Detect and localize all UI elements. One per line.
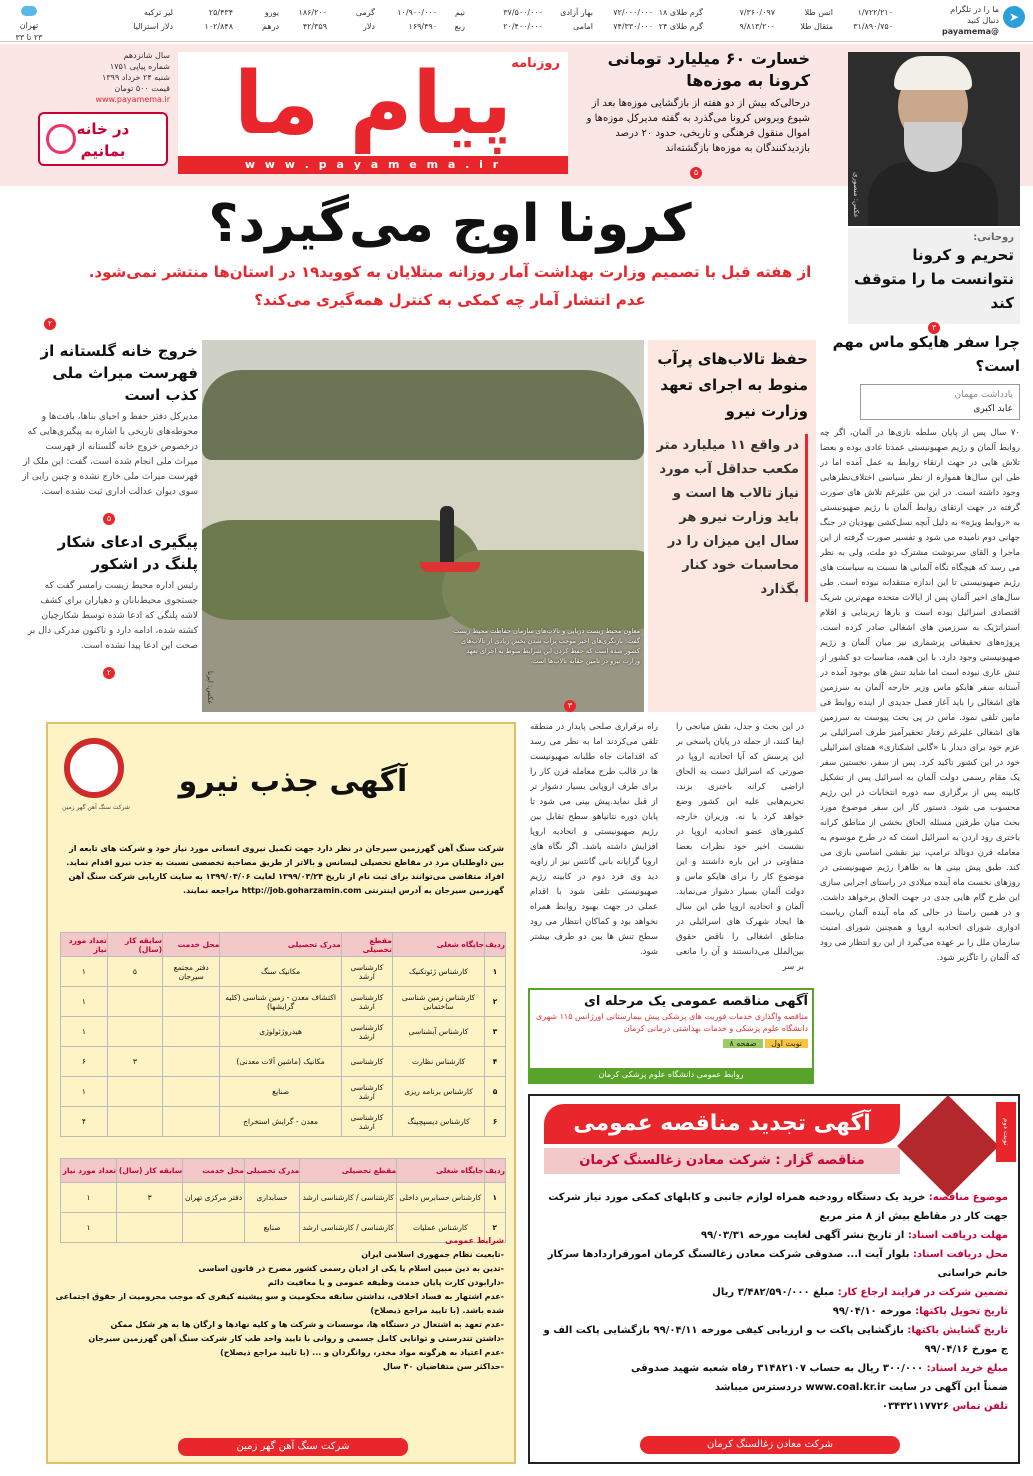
weather-city: تهران [19, 21, 39, 30]
table-cell: مکانیک سنگ [220, 957, 342, 987]
telegram-line2: دنبال کنید [967, 16, 999, 25]
ticker-col-3-values: ۷۲/۰۰۰/۰۰۰ ۷۴/۳۳۰/۰۰۰ [613, 8, 653, 31]
table-cell: کارشناس ژئوتکنیک [392, 957, 484, 987]
table-cell: کارشناس دیسپچینگ [392, 1107, 484, 1137]
left-column [20, 340, 198, 685]
page-ref: ۵ [690, 167, 702, 179]
table-cell: کارشناس عملیات [397, 1213, 484, 1243]
rouhani-photo [848, 52, 1020, 226]
table-cell [107, 1017, 162, 1047]
tender-big-footer: شرکت معادن زغالسنگ کرمان [640, 1436, 900, 1454]
ticker-col-1-labels: انس طلا مثقال طلا [800, 8, 833, 31]
telegram-box[interactable] [900, 4, 1025, 37]
table-cell: معدن - گرایش استخراج [220, 1107, 342, 1137]
table-cell: ۱ [485, 957, 506, 987]
golestaneh-headline[interactable]: خروج خانه گلستانه از فهرست میراث ملی کذب است [40, 342, 198, 404]
table-cell [107, 1107, 162, 1137]
table-cell: صنایع [220, 1077, 342, 1107]
tender-item: موضوع مناقصه: خرید یک دستگاه رودخبه همراه لوازم جانبی و کابلهای کمکی مورد نیاز شرکت جهت کار در مقاطع بیش از ۸ متر مربع [548, 1192, 1008, 1222]
teaser-title: خسارت ۶۰ میلیارد تومانی کرونا به موزه‌ها [607, 49, 810, 90]
teaser-museum-losses[interactable] [576, 44, 816, 186]
table-cell: ۵ [485, 1077, 506, 1107]
main-subhead-2: عدم انتشار آمار چه کمکی به کنترل همه‌گیری می‌کند؟ [254, 291, 646, 309]
site-url[interactable]: w w w . p a y a m e m a . i r [178, 156, 568, 174]
table-header: محل خدمت [163, 933, 220, 957]
table-header: تعداد مورد نیاز [61, 933, 108, 957]
table-cell: ۱ [61, 1183, 117, 1213]
page-ref: ۲ [44, 318, 56, 330]
rouhani-headline: تحریم و کرونا نتوانست ما را متوقف کند [854, 246, 1014, 312]
tender-turn: نوبت اول [765, 1039, 808, 1048]
condition-line: -عدم اعتیاد به هرگونه مواد مخدر، روانگردان و ... (با تایید مراجع ذیصلاح) [220, 1348, 504, 1357]
rouhani-story[interactable] [848, 228, 1020, 332]
logo-caption: شرکت سنگ آهن گهر زمین [62, 804, 130, 811]
condition-line: -عدم تعهد به اشتغال در دستگاه ها، موسسات و شرکت ها و کلیه نهادها و ارگان ها به هر شکل ممکن [110, 1320, 504, 1329]
condition-line: شرایط عمومی [445, 1236, 504, 1245]
leopard-headline[interactable]: پیگیری ادعای شکار پلنگ در اشکور [57, 533, 198, 573]
goharzamin-logo-icon [64, 738, 124, 798]
condition-line: -دارابودن کارت پایان خدمت وظیفه عمومی و یا معافیت دائم [267, 1278, 504, 1287]
jobs-table-2 [60, 1158, 506, 1243]
photo-credit: عکس: ایرنا [206, 670, 214, 704]
stay-home-badge: در خانه بمانیم [38, 112, 168, 166]
table-cell: کارشناسی / کارشناسی ارشد [300, 1213, 397, 1243]
table-header: ردیف [484, 1159, 505, 1183]
jobs-table-1 [60, 932, 506, 1137]
weather-icon [21, 6, 37, 16]
page-ref: ۳ [564, 700, 576, 712]
table-cell: کارشناس حسابرس داخلی [397, 1183, 484, 1213]
ticker-col-4-labels: نیم ربع [454, 8, 465, 31]
table-header: مدرک تحصیلی [220, 933, 342, 957]
ticker-col-2-labels: گرم طلای ۱۸ گرم طلای ۲۴ [658, 8, 703, 31]
table-cell [163, 1017, 220, 1047]
recruit-conditions [54, 1234, 504, 1374]
tender-ad-big[interactable] [528, 1094, 1020, 1464]
tender-small-title: آگهی مناقصه عمومی یک مرحله ای [583, 994, 808, 1009]
recruitment-ad[interactable] [46, 722, 516, 1464]
condition-line: -داشتن تندرستی و توانایی کامل جسمی و روانی با تایید واحد طب کار شرکت سنگ آهن گهرزمین سیرجان [88, 1334, 504, 1343]
ticker-col-1-values: ۱/۷۲۲/۲۱۰ ۳۱/۸۹۰/۷۵۰ [853, 8, 893, 31]
table-cell [163, 1107, 220, 1137]
opinion-continued-col2: راه برقراری صلحی پایدار در منطقه تلقی می‌کردند اما به نظر می رسد که اقدامات جاه طلبانه صهیونیست ها در قالب طرح معامله قرن کار را برای طرف اروپایی بسیار دشوار تر از قبل نماید.پیش بینی می شود تا پایان دوره نتانیاهو سطح تقابل بین رژیم صهیونیستی و اتحادیه اروپا افزایش داشته باشد. اگر نگاه های اروپا گرایانه بانی گانتس نیز از زاویه دید وی فرد دوم در کابینه رژیم صهیونیستی تلقی شود با اقدام عملی در جهت بهبود روابط همراه نخواهد بود و کماکان انتظار می رود سطح تنش ها بین دو طرف بیشتر شود. [530, 722, 658, 957]
table-cell: مکانیک (ماشین آلات معدنی) [220, 1047, 342, 1077]
table-cell [163, 987, 220, 1017]
tender-ad-small[interactable] [528, 988, 814, 1084]
table-cell [163, 1077, 220, 1107]
ticker-col-6-values: ۱۸۶/۲۰۰ ۴۲/۳۵۹ [298, 8, 327, 31]
opinion-label: یادداشت مهمان [954, 390, 1013, 400]
table-cell: ۱ [61, 1017, 108, 1047]
table-cell [107, 1077, 162, 1107]
boat-figure [420, 562, 480, 572]
opinion-author: عابد اکبری [973, 404, 1013, 414]
table-row [61, 1077, 506, 1107]
ticker-col-7-values: ۲۵/۴۳۴ ۱۰۲/۸۴۸ [204, 8, 233, 31]
table-header: جایگاه شغلی [397, 1159, 484, 1183]
opinion-byline [860, 384, 1020, 420]
condition-line: -تابعیت نظام جمهوری اسلامی ایران [361, 1250, 504, 1259]
tender-small-bar: روابط عمومی دانشگاه علوم پزشکی کرمان [530, 1068, 812, 1082]
ticker-col-7-labels: لیر ترکیه دلار استرالیا [133, 8, 173, 31]
table-cell: کارشناسی ارشد [341, 1107, 392, 1137]
table-cell [107, 987, 162, 1017]
opinion-headline[interactable]: چرا سفر هایکو ماس مهم است؟ [832, 333, 1020, 375]
table-header: محل خدمت [183, 1159, 245, 1183]
table-row [61, 1183, 506, 1213]
table-cell: ۱ [61, 957, 108, 987]
condition-line: -حداکثر سن متقاضیان ۴۰ سال [383, 1362, 504, 1371]
table-cell: ۵ [107, 957, 162, 987]
table-header: سابقه کار (سال) [117, 1159, 183, 1183]
table-cell: ۱ [484, 1183, 505, 1213]
tender-item: محل دریافت اسناد: بلوار آیت ا... صدوقی شرکت معادن زغالسنگ کرمان امورقراردادها سرکار خانم خراسانی [547, 1249, 1008, 1279]
weather-temp: ۲۳ تا ۳۳ [15, 33, 43, 42]
opinion-text: ۷۰ سال پس از پایان سلطه نازی‌ها در آلمان، اگر چه روابط آلمان و رژیم صهیونیستی عمدتا عادی بوده و بعضا تلاش هایی در جهت ارتقاء روابط به عمل آمده اما در طی این سال‌ها همواره از نظر سیاسی اختلاف‌نظرهایی وجود داشته است. در این بین علیرغم تلاش های صورت گرفته در جهت ارتقای روابط آلمان با رژیم صهیونیستی به «روابط ویژه» به دلیل آنچه نسل‌کشی یهودیان در جنگ جهانی دوم نامیده می شود و تفسیر صورت گرفته از این ماجرا و القای سرنوشت مشترک دو ملت، ولی به نظر می رسد که هیچگاه نگاه آلمانی ها نسبت به سیاست های رژیم صهیونیستی تا این اندازه منتقدانه نبوده است. طی سال‌های اخیر آلمان پس از ایالات متحده مهم‌ترین شریک اقتصادی اسرائیل بوده است و بارها زیربنایی و اقلام استراتژیک به سرزمین های اشغالی صادر کرده است. پروژه‌های تحقیقاتی پرشماری نیز میان آلمان و رژیم صهیونیستی وجود دارد. با این همه، مناسبات دو کشور از تنش عاری نبوده است اما شاید تنش های بوجود آمده در آستانه سفر هایکو ماس وزیر خارجه آلمان به سرزمین های اشغالی را باید آغاز فصل جدیدی از اینده روابط فی مابین تلقی نمود. ماس در پی بحث پیوست به سرزمین های اشغالی علیرغم رفتار تحقیرآمیز طرف اسرائیلی بر عزم خود برای دیدار با «گابی اشکنازی» همتای اسرائیلی خود در این کشور تاکید کرد. پس از سفر، نخستین سفر یک مقام رسمی دولت آلمان به اسرائیل پس از تشکیل کابینه پس از برگزاری سه دوره انتخابات در این رژیم محسوب می شود. دستور کار این سفر موضوع مورد بحث میان طرفین مسئله الحاق بخشی از مناطق کرانه باختری رود اردن به اسرائیل است که در طرح موسوم به معامله قرن دونالد ترامپ، نیز نقشی اساسی بازی می کند. طبق پیش بینی ها به ظاهرا رژیم صهیونیستی در روزهای نخست ماه آینده میلادی در راستای اجرایی سازی این طرح گام هایی جدی در جهت الحاق برخواهد داشت. و در همین راستا در حالی که ماه آینده آلمان ریاست ادواری شورای اتحادیه اروپا و همچنین شورای امنیت سازمان ملل را بر عهده می‌گیرد از این رو انتظار می رود که آلمان را تاگزیر شود. [820, 428, 1020, 963]
table-cell: کارشناس آبشناسی [392, 1017, 484, 1047]
heart-home-icon [46, 124, 76, 154]
table-cell: دفتر مرکزی تهران [183, 1183, 245, 1213]
recruit-title: آگهی جذب نیرو [178, 764, 408, 799]
telegram-line1: ما را در تلگرام [950, 5, 999, 14]
tender-item: ضمناً این آگهی در سایت www.coal.kr.ir دردسترس میباشد [714, 1382, 1008, 1393]
table-cell: کارشناس زمین شناسی ساختمانی [392, 987, 484, 1017]
tender-item: تاریخ تحویل پاکتها: مورخه ۹۹/۰۴/۱۰ [832, 1306, 1008, 1317]
tender-item: تلفن تماس ۰۳۴۳۲۱۱۷۷۲۶ [881, 1401, 1008, 1412]
page-ref: ۲ [103, 667, 115, 679]
main-headline: کرونا اوج می‌گیرد؟ [208, 194, 692, 254]
table-cell [163, 1047, 220, 1077]
coal-company-logo [897, 1095, 999, 1197]
table-cell: ۲ [485, 987, 506, 1017]
ticker-col-3-labels: بهار آزادی امامی [560, 8, 593, 31]
table-cell: کارشناسی ارشد [341, 957, 392, 987]
ticker-col-2-values: ۷/۳۶۰/۰۹۷ ۹/۸۱۳/۲۰۰ [739, 8, 775, 31]
table-cell: ۳ [485, 1017, 506, 1047]
table-cell: دفتر مجتمع سیرجان [163, 957, 220, 987]
table-cell: ۱ [61, 1077, 108, 1107]
table-cell: ۱ [61, 987, 108, 1017]
table-cell: حسابداری [244, 1183, 299, 1213]
photo-credit: عکس: منصوری [852, 172, 860, 218]
price-ticker [0, 0, 1033, 42]
newspaper-logo: پیام ما [233, 54, 513, 154]
masthead-logo[interactable] [178, 52, 568, 174]
opinion-column [820, 330, 1020, 1116]
table-header: سابقه کار (سال) [107, 933, 162, 957]
page-ref: ۳ [928, 322, 940, 334]
tender-big-body [540, 1188, 1008, 1416]
recruit-intro: شرکت سنگ آهن گهرزمین سیرجان در نظر دارد جهت تکمیل نیروی انسانی مورد نیاز خود و شرکت های تابعه از بین داوطلبان مرد در مقاطع تحصیلی لیسانس و بالاتر از طریق مصاحبه تخصصی نسبت به جذب نیرو اقدام نماید. افراد متقاضی می‌توانند برای ثبت نام از تاریخ ۱۳۹۹/۰۳/۲۴ لغایت ۱۳۹۹/۰۴/۰۶ به سایت کاریابی شرکت سنگ آهن گهرزمین سیرجان به آدرس اینترنتی http://job.goharzamin.com مراجعه نمایند. [66, 844, 504, 895]
tender-small-sub: مناقصه واگذاری خدمات فوریت های پزشکی پیش بیمارستانی اورژانس ۱۱۵ شهری دانشگاه علوم پزشکی و خدمات بهداشتی درمانی کرمان [536, 1012, 808, 1033]
main-subhead-1: از هفته قبل با تصمیم وزارت بهداشت آمار روزانه مبتلایان به کووید۱۹ در استان‌ها منتشر نمی‌شود. [88, 263, 812, 281]
telegram-icon: ➤ [1003, 6, 1025, 28]
tender-big-sub: مناقصه گزار : شرکت معادن زغالسنگ کرمان [544, 1148, 900, 1174]
telegram-handle: @payamema [942, 27, 999, 36]
table-cell: ۲ [484, 1213, 505, 1243]
table-header: مقطع تحصیلی [341, 933, 392, 957]
table-cell: ۴ [61, 1107, 108, 1137]
wetlands-body: معاون محیط زیست دریایی و تالاب‌های سازمان حفاظت محیط زیست گفت: بازنگری‌های اخیر موجب پرآب شدن بخش زیادی از تالاب‌های کشور شده است که حفظ کردن این شرایط منوط به اجرای تعهد وزارت نیرو در تامین حقابه تالاب‌ها است. [453, 627, 640, 665]
table-cell: ۳ [107, 1047, 162, 1077]
tender-item: مبلغ خرید اسناد: ۳۰۰/۰۰۰ ریال به حساب ۳۱۴۸۲۱۰۷ رفاه شعبه شهید صدوقی [631, 1363, 1008, 1374]
table-cell: ۴ [485, 1047, 506, 1077]
table-header: جایگاه شغلی [392, 933, 484, 957]
table-cell: کارشناسی ارشد [341, 987, 392, 1017]
weather-widget [6, 6, 52, 44]
table-header: مقطع تحصیلی [300, 1159, 397, 1183]
ticker-col-4-values: ۳۷/۵۰۰/۰۰۰ ۲۰/۴۰۰/۰۰۰ [503, 8, 543, 31]
condition-line: -عدم اشتهار به فساد اخلاقی، نداشتن سابقه محکومیت و سو پیشینه کیفری که موجب محرومیت از حقوق اجتماعی شده باشد. (با تایید مراجع ذیصلاح) [55, 1292, 504, 1315]
tender-ribbon: نوبت دوم [996, 1102, 1016, 1162]
table-header: ردیف [485, 933, 506, 957]
tender-item: تاریخ گشایش پاکتها: بازگشایی پاکت ب و ارزیابی کیفی مورخه ۹۹/۰۴/۱۱ بازگشایی پاکت الف و ج مورخ ۹۹/۰۴/۱۶ [543, 1325, 1008, 1355]
table-cell: کارشناسی ارشد [341, 1077, 392, 1107]
recruit-footer: شرکت سنگ آهن گهر زمین [178, 1438, 408, 1456]
tender-big-title: آگهی تجدید مناقصه عمومی [544, 1104, 900, 1144]
table-cell: کارشناس نظارت [392, 1047, 484, 1077]
leopard-body: رئیس اداره محیط زیست رامسر گفت که جستجوی محیط‌بانان و دهیاران برای کشف لاشه پلنگی که ادعا شده توسط شکارچیان کشته شده، ادامه دارد و تاکنون مدرکی دال بر صحت این ادعا پیدا نشده است. [27, 581, 198, 651]
page-ref: ۵ [103, 513, 115, 525]
logo-kicker: روزنامه [511, 56, 560, 71]
ticker-col-5-values: ۱۰/۹۰۰/۰۰۰ ۱۶۹/۴۹۰ [397, 8, 437, 31]
table-row [61, 987, 506, 1017]
table-row [61, 957, 506, 987]
table-cell: ۶ [61, 1047, 108, 1077]
table-cell: کارشناسی [341, 1047, 392, 1077]
wetlands-article[interactable] [648, 340, 816, 712]
golestaneh-body: مدیرکل دفتر حفظ و احیای بناها، بافت‌ها و محوطه‌های تاریخی با اشاره به پیگیری‌هایی که درخصوص خروج خانه گلستانه از فهرست میراث ملی انجام شده است، گفت: این ملک از فهرست میراث ملی خارج نشده و چنین رایی از سوی دیوان عدالت اداری ثبت نشده است. [22, 412, 198, 497]
condition-line: -تدین به دین مبین اسلام یا یکی از ادیان رسمی کشور مصرح در قانون اساسی [198, 1264, 504, 1273]
table-cell: کارشناسی / کارشناسی ارشد [300, 1183, 397, 1213]
table-header: تعداد مورد نیاز [61, 1159, 117, 1183]
boatman-figure [440, 506, 454, 564]
opinion-continued-col1: در این بحث و جدل، نقش میانجی را ایفا کنند، از جمله در پایان پاسخی بر این پرسش که آیا اتحادیه اروپا در صورتی که اسرائیل دست به الحاق اراضی کرانه باختری بزند، تحریم‌هایی علیه این کشور وضع خواهد کرد یا نه. وزیران خارجه کشورهای عضو اتحادیه اروپا در نشست اخیر خود نظرات بعضا متفاوتی در این باره داشتند و این موضوع کار را برای هایکو ماس و دولت آلمان بسیار دشوار می‌نماید. آلمان و اتحادیه اروپا طی این سال ها ایجاد شهرک های اسرائیلی در مناطق اشغالی را ناقض حقوق بین‌الملل می‌دانستند و آن را مانعی بر سر [676, 722, 804, 972]
table-header: مدرک تحصیلی [244, 1159, 299, 1183]
ticker-col-6-labels: یورو درهم [262, 8, 279, 31]
main-headline-block[interactable] [60, 188, 840, 312]
tender-item: تضمین شرکت در فرایند ارجاع کار: مبلغ ۳/۴۸۲/۵۹۰/۰۰۰ ریال [712, 1287, 1008, 1298]
wetlands-pullquote: در واقع ۱۱ میلیارد متر مکعب حداقل آب مورد نیاز تالاب ها است و باید وزارت نیرو هر سال این میزان را در محاسبات خود کنار بگذارد [656, 434, 808, 602]
table-cell: کارشناس برنامه ریزی [392, 1077, 484, 1107]
wetlands-headline: حفظ تالاب‌های پرآب منوط به اجرای تعهد وزارت نیرو [657, 350, 808, 420]
table-cell: ۳ [117, 1183, 183, 1213]
table-cell: ۶ [485, 1107, 506, 1137]
table-row [61, 1017, 506, 1047]
table-row [61, 1107, 506, 1137]
table-cell: ۱ [61, 1213, 117, 1243]
table-row [61, 1047, 506, 1077]
table-cell: کارشناسی ارشد [341, 1017, 392, 1047]
ticker-col-5-labels: گرمی دلار [355, 8, 375, 31]
issue-info: سال شانزدهم شماره پیاپی ۱۷۵۱ شنبه ۲۴ خرداد ۱۳۹۹ قیمت ۵۰۰ تومان www.payamema.ir [95, 51, 170, 104]
table-cell: اکتشاف معدن - زمین شناسی (کلیه گرایشها) [220, 987, 342, 1017]
table-cell: هیدروژئولوژی [220, 1017, 342, 1047]
table-cell: صنایع [244, 1213, 299, 1243]
tender-item: مهلت دریافت اسناد: از تاریخ نشر آگهی لغایت مورخه ۹۹/۰۳/۳۱ [700, 1230, 1008, 1241]
rouhani-kicker: روحانی: [973, 232, 1014, 243]
teaser-body: درحالی‌که بیش از دو هفته از بازگشایی موزه‌ها بعد از شیوع ویروس کرونا می‌گذرد به گفته مدیرکل موزه‌ها و اموال منقول فرهنگی و تاریخی، حدود ۲۰ درصد بازدیدکنندگان به موزه‌ها بازگشته‌اند [586, 98, 810, 154]
tender-page: صفحه ۸ [723, 1039, 762, 1048]
